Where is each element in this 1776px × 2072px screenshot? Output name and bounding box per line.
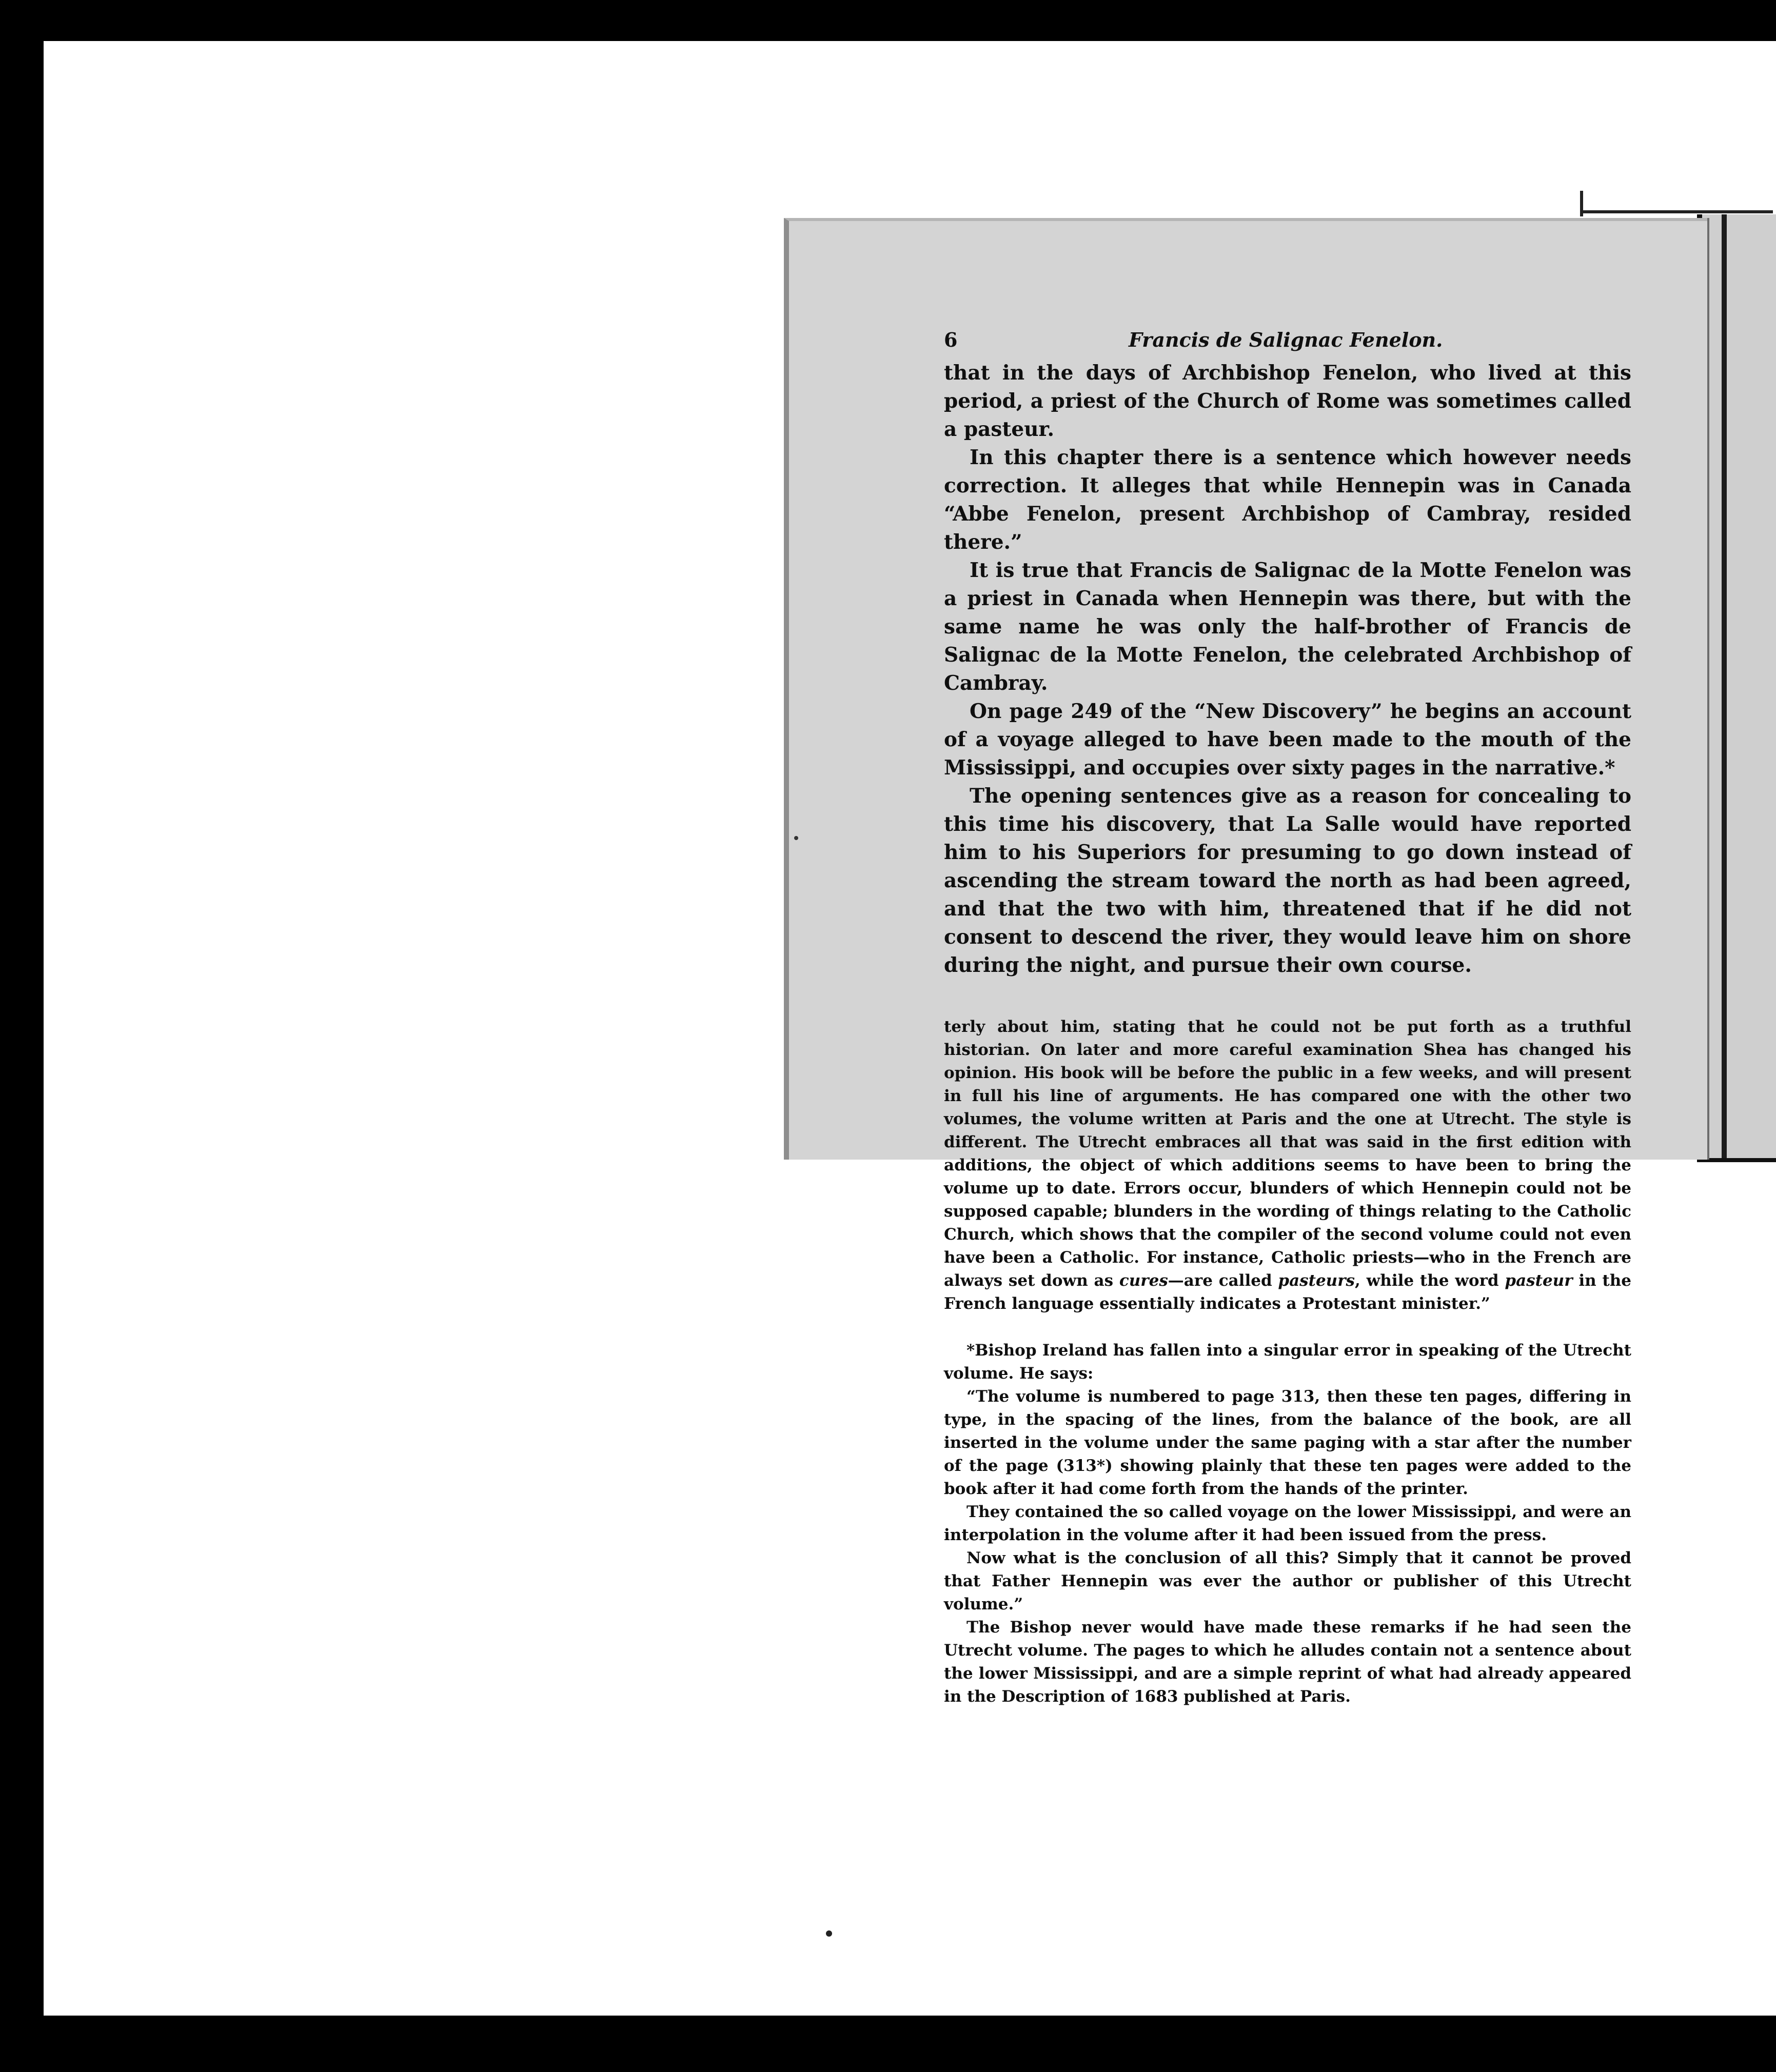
footnote-paragraph: They contained the so called voyage on the lower Mississippi, and were an interpolation in the volume after it had been issued from the press. (944, 1503, 1631, 1544)
footnote-paragraph: The Bishop never would have made these remarks if he had seen the Utrecht volume. The pages to which he alludes contain not a sentence about the lower Mississippi, and are a simple reprint of what had already appeared in the Description of 1683 published at Paris. (944, 1618, 1631, 1706)
adjacent-page-edge (1697, 214, 1776, 1162)
quote-text: , while the word (1355, 1271, 1505, 1290)
page-number: 6 (944, 328, 958, 351)
quote-text: terly about him, stating that he could not be put forth as a truthful historian. On later and more careful examination Shea has changed his opinion. His book will be before the public in a few weeks, and will present in full his line of arguments. He has compared one with the other two volumes, the volume written at Paris and the one at Utrecht. The style is different. The Utrecht embraces all that was said in the first edition with additions, the object of which additions seems to have been to bring the volume up to date. Errors occur, blunders of which Hennepin could not be supposed capable; blunders in the wording of things relating to the Catholic Church, which shows that the compiler of the second volume could not even have been a Catholic. For instance, Catholic priests—who in the French are always set down as (944, 1018, 1631, 1290)
paragraph: In this chapter there is a sentence which however needs correction. It alleges that while Hennepin was in Canada “Abbe Fenelon, present Archbishop of Cambray, resided there.” (944, 446, 1631, 554)
quote-text: in the French language essentially indicates a Protestant minister.” (944, 1271, 1632, 1313)
running-head (944, 328, 1631, 359)
italic-word: pasteurs (1278, 1271, 1355, 1290)
running-title: Francis de Salignac Fenelon. (1129, 328, 1443, 351)
quote-paragraph (944, 1015, 1631, 1316)
scan-speck (826, 1930, 832, 1937)
italic-word: cures (1119, 1271, 1168, 1290)
spacer (944, 1316, 1631, 1339)
scan-edge-line (1583, 210, 1773, 213)
paragraph: that in the days of Archbishop Fenelon, who lived at this period, a priest of the Church of Rome was sometimes called a pasteur. (944, 361, 1631, 441)
footnote-paragraph: *Bishop Ireland has fallen into a singular error in speaking of the Utrecht volume. He says: (944, 1341, 1631, 1383)
paragraph: On page 249 of the “New Discovery” he begins an account of a voyage alleged to have been made to the mouth of the Mississippi, and occupies over sixty pages in the narrative.* (944, 700, 1631, 780)
italic-word: pasteur (1505, 1271, 1573, 1290)
paragraph: The opening sentences give as a reason for concealing to this time his discovery, that La Salle would have reported him to his Superiors for presuming to go down instead of ascending the stream toward the north as had been agreed, and that the two with him, threatened that if he did not consent to descend the river, they would leave him on shore during the night, and pursue their own course. (944, 784, 1631, 977)
page-content (944, 328, 1631, 1708)
footnote-paragraph: Now what is the conclusion of all this? Simply that it cannot be proved that Father Hennepin was ever the author or publisher of this Utrecht volume.” (944, 1549, 1631, 1613)
paragraph: It is true that Francis de Salignac de la Motte Fenelon was a priest in Canada when Hennepin was there, but with the same name he was only the half-brother of Francis de Salignac de la Motte Fenelon, the celebrated Archbishop of Cambray. (944, 559, 1631, 695)
quote-continuation (944, 1015, 1631, 1708)
main-text (944, 359, 1631, 980)
binding-strip (1722, 214, 1727, 1158)
scan-speck (794, 836, 798, 840)
footnote-paragraph: “The volume is numbered to page 313, then these ten pages, differing in type, in the spacing of the lines, from the balance of the book, are all inserted in the volume under the same paging with a star after the number of the page (313*) showing plainly that these ten pages were added to the book after it had come forth from the hands of the printer. (944, 1387, 1631, 1498)
quote-text: —are called (1168, 1271, 1278, 1290)
footnote (944, 1339, 1631, 1708)
